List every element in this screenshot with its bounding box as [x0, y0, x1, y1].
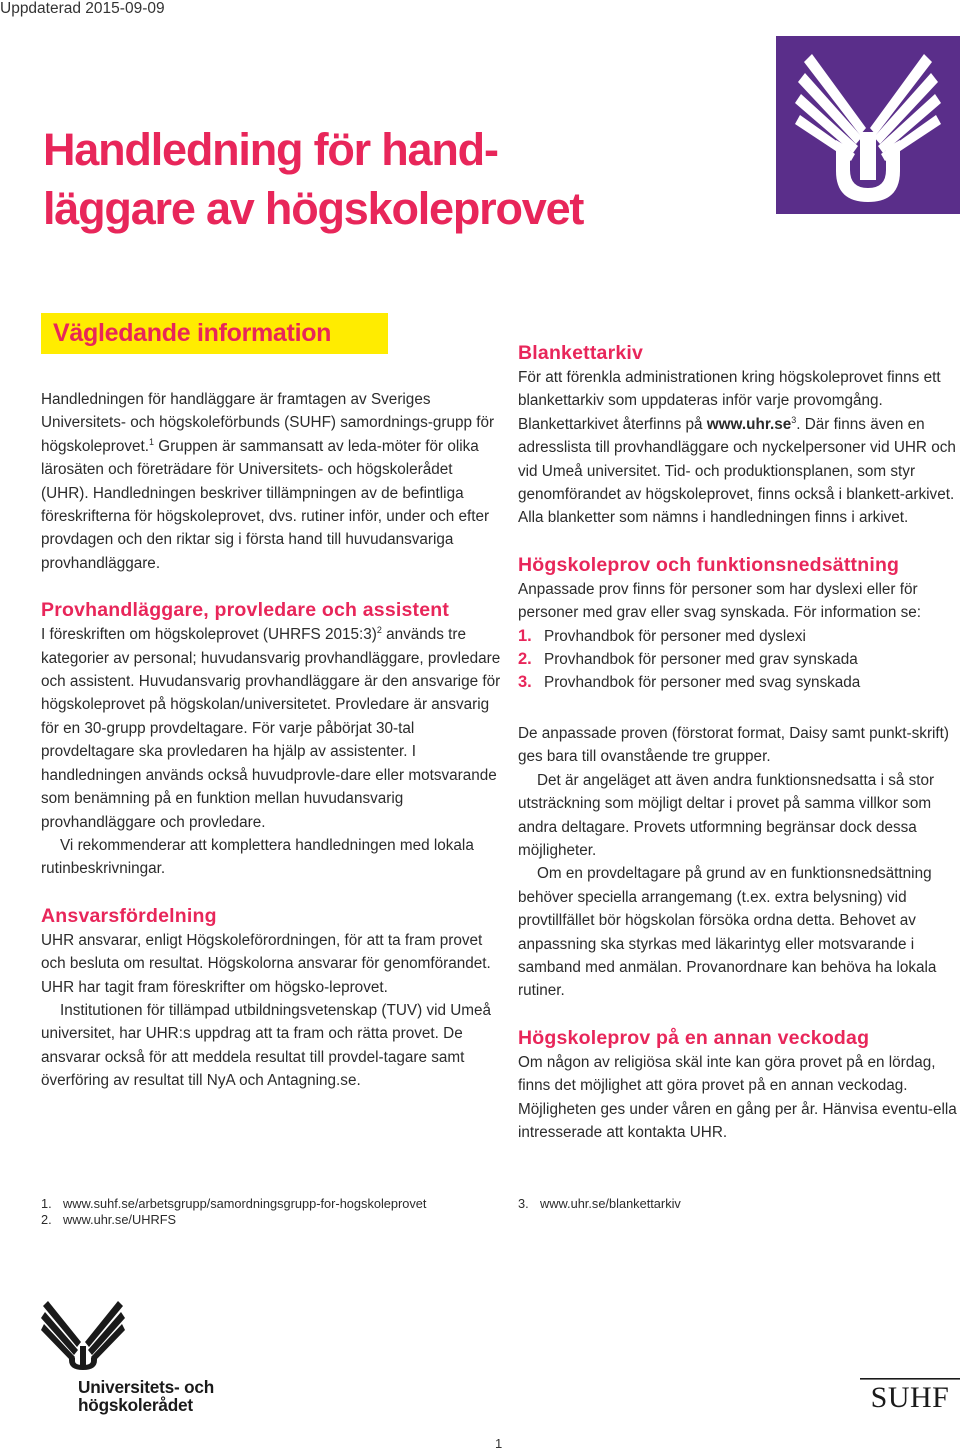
list-number: 1.: [518, 626, 532, 645]
suhf-logo-icon: [860, 1378, 960, 1412]
footnote-ref-1: 1: [149, 436, 155, 447]
footnote-number: 3.: [518, 1196, 529, 1211]
list-number: 2.: [518, 650, 532, 669]
other-day-paragraph: Om någon av religiösa skäl inte kan göra provet på en lördag, finns det möjlighet att göra provet på en annan veckodag. Möjligheten ges under våren en gång per år. Hänvisa eventu-ella intresserade att kontakta UHR.: [518, 1053, 957, 1141]
list-text: Provhandbok för personer med svag synskada: [544, 674, 861, 692]
footnote-number: 2.: [41, 1212, 52, 1227]
footnote: [41, 1212, 501, 1228]
title-line-2: läggare av högskoleprovet: [43, 183, 584, 234]
suhf-logo-text: SUHF: [870, 1381, 950, 1412]
roles-paragraph-2: Vi rekommenderar att komplettera handledningen med lokala rutinbeskrivningar.: [41, 836, 474, 878]
title-line-1: Handledning för hand-: [43, 124, 498, 175]
responsibility-paragraph-1: UHR ansvarar, enligt Högskoleförordningen, för att ta fram provet och besluta om resultat. Högskolorna ansvarar för genomförandet. UHR har tagit fram föreskrifter om högsko-leprovet.: [41, 931, 491, 996]
list-item: [518, 671, 960, 694]
uhr-logo-text: [78, 1378, 214, 1414]
left-column: [41, 388, 501, 1093]
list-text: Provhandbok för personer med grav synskada: [544, 651, 858, 669]
page-number: 1: [495, 1436, 503, 1451]
right-column: [518, 340, 960, 1144]
roles-paragraph-1: [41, 623, 501, 834]
archive-text-2: . Där finns även en adresslista till provhandläggare och nyckelpersoner vid UHR och vid Umeå universitet. Tid- och produktionsplanen, som styr genomförandet av högskoleprovet, finns också i blankett-arkivet. Alla blanketter som nämns i handledningen finns i arkivet.: [518, 415, 956, 527]
uhr-logo-line-1: Universitets- och: [78, 1377, 215, 1397]
footnote: [518, 1196, 938, 1212]
footnote-ref-2: 2: [376, 625, 382, 636]
footnote-link[interactable]: www.uhr.se/blankettarkiv: [540, 1196, 681, 1211]
heading-roles: Provhandläggare, provledare och assistent: [41, 599, 450, 622]
updated-date: Uppdaterad 2015-09-09: [0, 0, 165, 17]
archive-paragraph: [518, 366, 960, 530]
footnote-number: 1.: [41, 1196, 52, 1211]
list-item: [518, 625, 960, 648]
responsibility-paragraph-2: Institutionen för tillämpad utbildningsvetenskap (TUV) vid Umeå universitet, har UHR:s uppdrag att ta fram och rätta provet. De ansvarar också för att meddela resultat till provdel-tagare samt överföring av resultat till NyA och Antagning.se.: [41, 1001, 492, 1090]
disability-paragraph-2: Det är angeläget att även andra funktionsnedsatta i så stor utsträckning som möjligt deltar i provet på samma villkor som andra deltagare. Provets utformning begränsar dock dessa möjligheter.: [518, 771, 935, 859]
highlight-heading: Vägledande information: [41, 313, 388, 354]
archive-link[interactable]: www.uhr.se: [706, 415, 792, 433]
disability-intro: Anpassade prov finns för personer som har dyslexi eller för personer med grav eller svag synskada. För information se:: [518, 580, 921, 622]
disability-paragraph-1: De anpassade proven (förstorat format, Daisy samt punkt-skrift) ges bara till ovanstående tre grupper.: [518, 724, 950, 766]
heading-disability: Högskoleprov och funktionsnedsättning: [518, 553, 900, 576]
footnote-ref-3: 3: [791, 414, 797, 425]
list-text: Provhandbok för personer med dyslexi: [544, 627, 806, 645]
list-number: 3.: [518, 673, 532, 692]
intro-paragraph: [41, 388, 501, 575]
disability-paragraph-3: Om en provdeltagare på grund av en funktionsnedsättning behöver speciella arrangemang (t.ex. extra belysning) vid provtillfället bör högskolan försöka ordna detta. Behovet av anpassning ska styrkas med läkarintyg eller motsvarande i samband med anmälan. Provanordnare kan behöva ha lokala rutiner.: [518, 865, 937, 1000]
intro-text-2: Gruppen är sammansatt av leda-möter för olika lärosäten och företrädare för Universitets- och högskolerådet (UHR). Handledningen beskriver tillämpningen av de befintliga föreskrifterna för högskoleprovet, dvs. rutiner inför, under och efter provdagen och den riktar sig i första hand till huvudansvariga provhandläggare.: [41, 437, 490, 572]
footnotes-left: [41, 1196, 501, 1228]
heading-archive: Blankettarkiv: [518, 342, 644, 364]
footnotes-right: [518, 1196, 938, 1212]
roles-text-2: används tre kategorier av personal; huvudansvarig provhandläggare, provledare och assistent. Huvudansvarig provhandläggare är den ansvarige för högskoleprovet på högskolan/universitetet. Provledare är ansvarig för en 30-grupp provdeltagare. För varje påbörjat 30-tal provdeltagare ska provledaren ha hjälp av assistenter. I handledningen används också huvudprovle-dare eller motsvarande som benämning på en funktion mellan huvudansvarig provhandläggare och provledare.: [41, 626, 501, 831]
footnote-link[interactable]: www.suhf.se/arbetsgrupp/samordningsgrupp-for-hogskoleprovet: [63, 1196, 427, 1211]
page-title: [43, 120, 743, 238]
heading-responsibility: Ansvarsfördelning: [41, 904, 217, 927]
book-u-logo-icon: [776, 36, 960, 214]
intro-text-1: Handledningen för handläggare är framtagen av Sveriges Universitets- och högskoleförbunds (SUHF) samordnings-grupp för högskoleprovet.: [41, 391, 495, 455]
footnote-link[interactable]: www.uhr.se/UHRFS: [63, 1212, 177, 1227]
roles-text-1: I föreskriften om högskoleprovet (UHRFS 2015:3): [41, 626, 377, 644]
list-item: [518, 648, 960, 671]
footnote: [41, 1196, 501, 1212]
archive-text-1: För att förenkla administrationen kring högskoleprovet finns ett blankettarkiv som uppdateras inför varje provomgång. Blankettarkivet återfinns på: [518, 369, 941, 433]
heading-other-day: Högskoleprov på en annan veckodag: [518, 1026, 870, 1049]
uhr-logo-line-2: högskolerådet: [78, 1395, 193, 1415]
handbook-list: [518, 625, 960, 695]
